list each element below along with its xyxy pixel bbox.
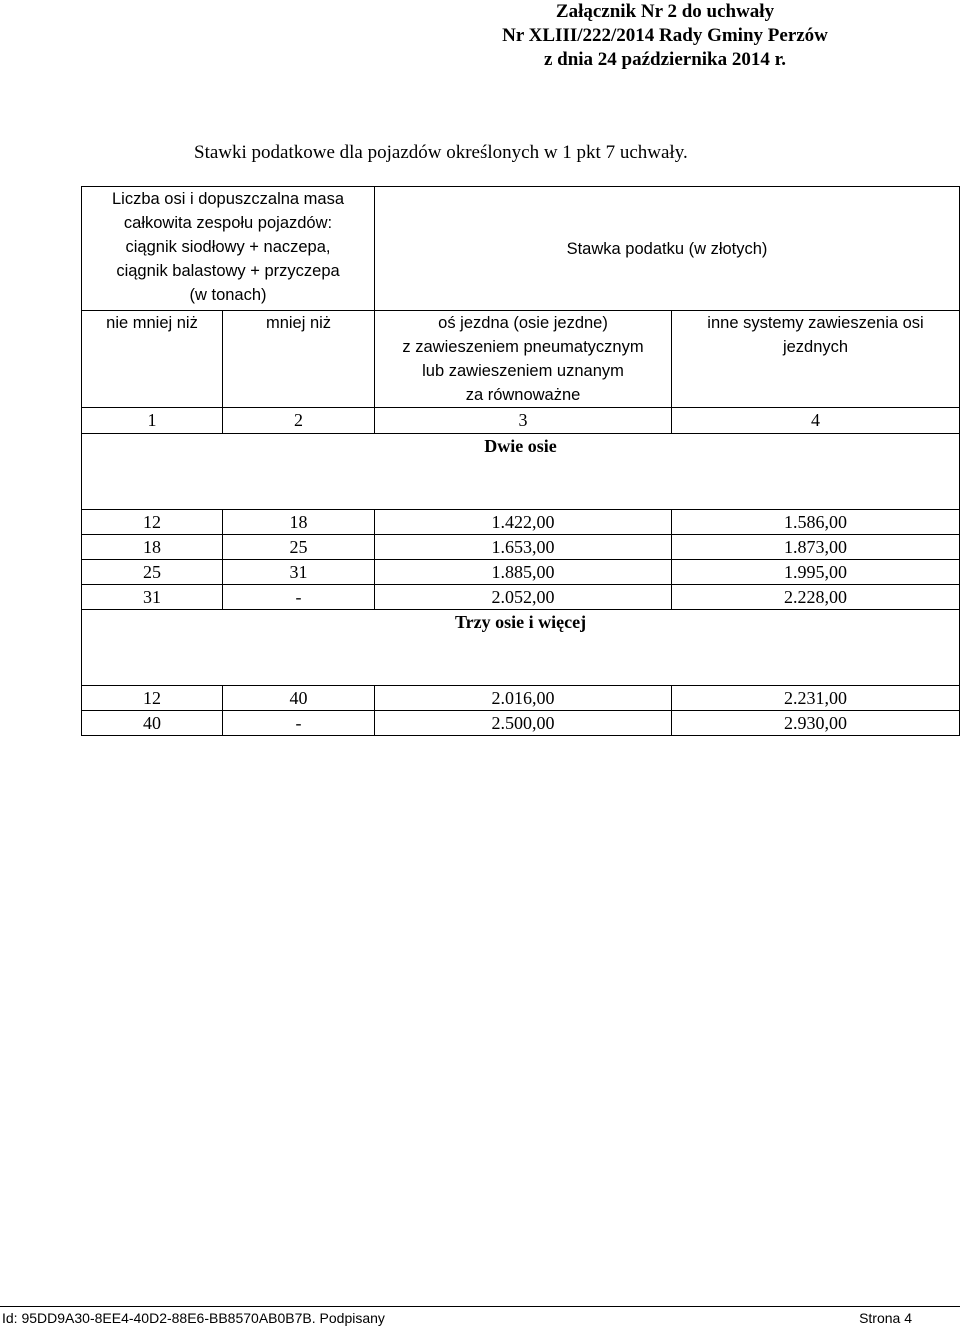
group-heading-three-axles: Trzy osie i więcej [82,610,960,686]
header-line-2: Nr XLIII/222/2014 Rady Gminy Perzów [502,25,828,46]
table-cell: 25 [82,560,223,585]
table-cell: 1.422,00 [375,510,672,535]
table-cell: 2.052,00 [375,585,672,610]
table-cell: 1.586,00 [672,510,960,535]
mass-header-line: ciągnik balastowy + przyczepa [116,262,340,280]
table-cell: 1.995,00 [672,560,960,585]
table-cell: 2.500,00 [375,711,672,736]
table-cell: 40 [82,711,223,736]
col-number: 3 [375,408,672,434]
document-id: Id: 95DD9A30-8EE4-40D2-88E6-BB8570AB0B7B. Podpisany [2,1310,385,1326]
document-header [490,0,840,72]
header-line-1: Załącznik Nr 2 do uchwały [555,1,775,22]
col-pneumatic-line: oś jezdna (osie jezdne) [438,314,608,332]
col-from-header: nie mniej niż [82,311,223,408]
table-cell: 25 [223,535,375,560]
table-cell: - [223,711,375,736]
col-number: 1 [82,408,223,434]
mass-header-line: całkowita zespołu pojazdów: [123,214,333,232]
table-cell: - [223,585,375,610]
table-cell: 2.016,00 [375,686,672,711]
table-cell: 1.873,00 [672,535,960,560]
col-pneumatic-line: za równoważne [465,386,581,404]
rate-header-cell: Stawka podatku (w złotych) [375,187,960,311]
col-other-line: inne systemy zawieszenia osi [707,314,924,332]
mass-header-line: ciągnik siodłowy + naczepa, [125,238,331,256]
col-pneumatic-line: z zawieszeniem pneumatycznym [402,338,644,356]
col-to-header: mniej niż [223,311,375,408]
table-cell: 2.930,00 [672,711,960,736]
table-cell: 2.231,00 [672,686,960,711]
mass-header-line: (w tonach) [189,286,267,304]
col-other-header [672,311,960,408]
mass-header-cell [82,187,375,311]
table-cell: 1.885,00 [375,560,672,585]
table-cell: 18 [223,510,375,535]
header-line-3: z dnia 24 października 2014 r. [543,49,787,70]
col-number: 2 [223,408,375,434]
col-pneumatic-header [375,311,672,408]
document-subtitle: Stawki podatkowe dla pojazdów określonych w 1 pkt 7 uchwały. [194,142,688,163]
table-cell: 31 [82,585,223,610]
page-footer [0,1306,960,1326]
table-cell: 40 [223,686,375,711]
col-other-line: jezdnych [782,338,849,356]
tax-rates-table [81,186,960,736]
page-number: Strona 4 [859,1310,912,1326]
table-cell: 12 [82,686,223,711]
col-pneumatic-line: lub zawieszeniem uznanym [422,362,624,380]
table-cell: 1.653,00 [375,535,672,560]
table-cell: 12 [82,510,223,535]
mass-header-line: Liczba osi i dopuszczalna masa [111,190,345,208]
table-cell: 18 [82,535,223,560]
table-cell: 31 [223,560,375,585]
group-heading-two-axles: Dwie osie [82,434,960,510]
table-cell: 2.228,00 [672,585,960,610]
col-number: 4 [672,408,960,434]
